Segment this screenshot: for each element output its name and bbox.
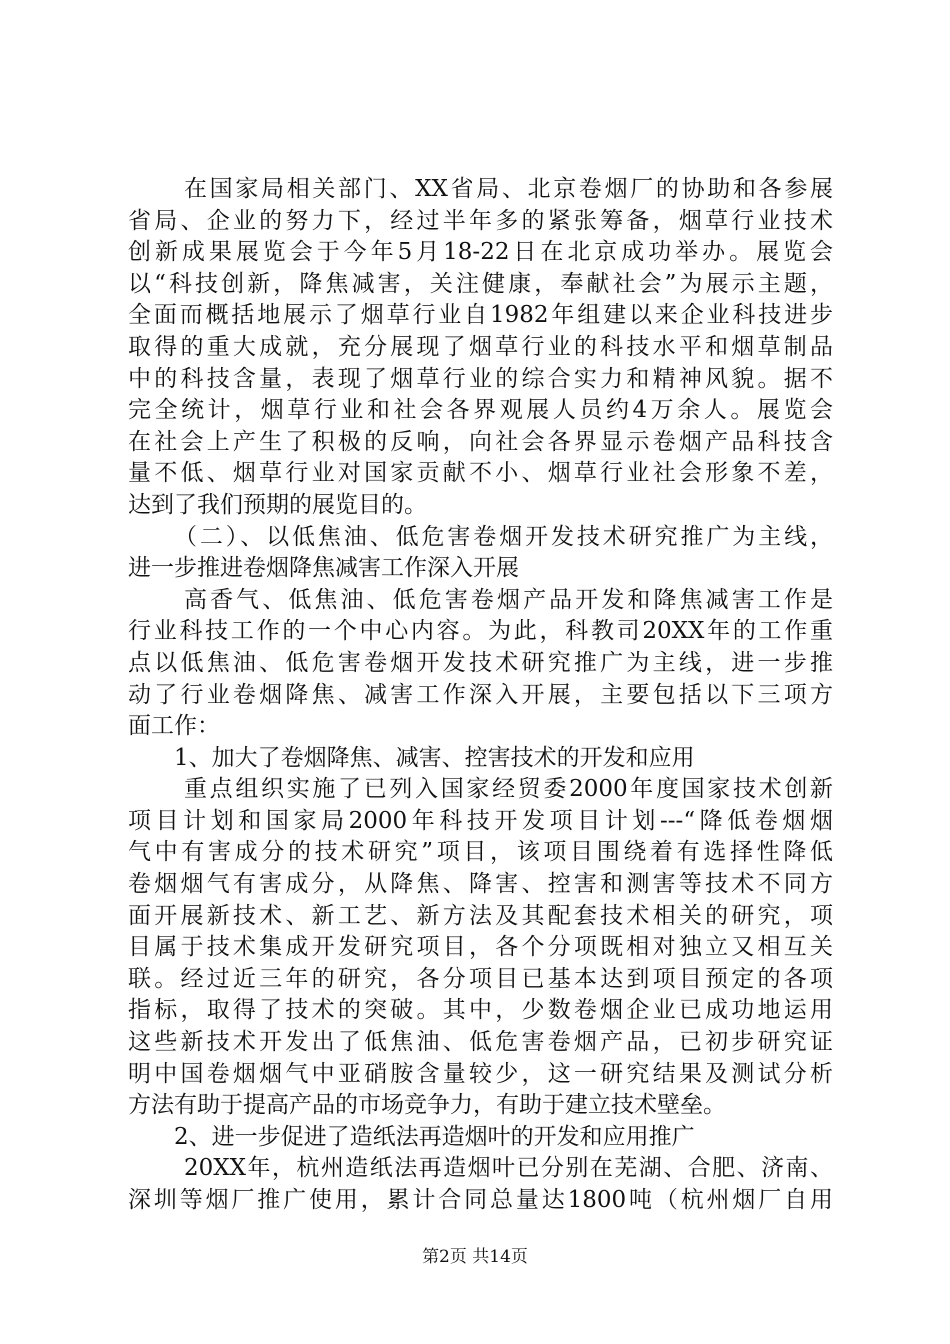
paragraph-3-line-4: 动了行业卷烟降焦、减害工作深入开展，主要包括以下三项方 bbox=[128, 681, 833, 708]
paragraph-1-line-9: 在社会上产生了积极的反响，向社会各界显示卷烟产品科技含 bbox=[128, 428, 833, 455]
paragraph-5-line-9: 这些新技术开发出了低焦油、低危害卷烟产品，已初步研究证 bbox=[128, 1029, 833, 1056]
paragraph-1-line-7: 中的科技含量，表现了烟草行业的综合实力和精神风貌。据不 bbox=[128, 365, 833, 392]
paragraph-3-line-5: 面工作： bbox=[128, 713, 220, 740]
paragraph-5-line-8: 指标，取得了技术的突破。其中，少数卷烟企业已成功地运用 bbox=[128, 997, 833, 1024]
paragraph-1-line-8: 完全统计，烟草行业和社会各界观展人员约4万余人。展览会 bbox=[128, 397, 833, 424]
paragraph-1-line-5: 全面而概括地展示了烟草行业自1982年组建以来企业科技进步 bbox=[128, 302, 833, 329]
document-body bbox=[128, 174, 833, 1217]
paragraph-5-line-3: 气中有害成分的技术研究”项目，该项目围绕着有选择性降低 bbox=[128, 839, 833, 866]
subheading-2: 2、进一步促进了造纸法再造烟叶的开发和应用推广 bbox=[174, 1123, 695, 1150]
paragraph-5-line-1: 重点组织实施了已列入国家经贸委2000年度国家技术创新 bbox=[184, 776, 833, 803]
paragraph-1-line-1: 在国家局相关部门、XX省局、北京卷烟厂的协助和各参展 bbox=[184, 176, 833, 202]
paragraph-5-line-4: 卷烟烟气有害成分，从降焦、降害、控害和测害等技术不同方 bbox=[128, 871, 833, 898]
paragraph-5-line-6: 目属于技术集成开发研究项目，各个分项既相对独立又相互关 bbox=[128, 934, 833, 961]
paragraph-7-line-2: 深圳等烟厂推广使用，累计合同总量达1800吨（杭州烟厂自用 bbox=[128, 1187, 833, 1213]
paragraph-3-line-1: 高香气、低焦油、低危害卷烟产品开发和降焦减害工作是 bbox=[184, 586, 833, 613]
paragraph-5-line-7: 联。经过近三年的研究，各分项目已基本达到项目预定的各项 bbox=[128, 965, 833, 992]
paragraph-3-line-3: 点以低焦油、低危害卷烟开发技术研究推广为主线，进一步推 bbox=[128, 649, 833, 676]
paragraph-7-line-1: 20XX年，杭州造纸法再造烟叶已分别在芜湖、合肥、济南、 bbox=[184, 1155, 833, 1182]
paragraph-1-line-2: 省局、企业的努力下，经过半年多的紧张筹备，烟草行业技术 bbox=[128, 207, 833, 234]
section-heading-line-2: 进一步推进卷烟降焦减害工作深入开展 bbox=[128, 555, 519, 582]
paragraph-1-line-4: 以“科技创新，降焦减害，关注健康，奉献社会”为展示主题， bbox=[128, 270, 833, 297]
paragraph-1-line-11: 达到了我们预期的展览目的。 bbox=[128, 491, 427, 518]
paragraph-1-line-6: 取得的重大成就，充分展现了烟草行业的科技水平和烟草制品 bbox=[128, 333, 833, 360]
page-number-footer: 第2页 共14页 bbox=[422, 1247, 528, 1267]
paragraph-5-line-11: 方法有助于提高产品的市场竞争力，有助于建立技术壁垒。 bbox=[128, 1092, 726, 1119]
paragraph-5-line-10: 明中国卷烟烟气中亚硝胺含量较少，这一研究结果及测试分析 bbox=[128, 1060, 833, 1087]
subheading-1: 1、加大了卷烟降焦、减害、控害技术的开发和应用 bbox=[174, 744, 695, 771]
section-heading-line-1: （二）、以低焦油、低危害卷烟开发技术研究推广为主线， bbox=[174, 523, 833, 550]
paragraph-5-line-5: 面开展新技术、新工艺、新方法及其配套技术相关的研究，项 bbox=[128, 902, 833, 929]
paragraph-1-line-3: 创新成果展览会于今年5月18-22日在北京成功举办。展览会 bbox=[128, 239, 833, 266]
paragraph-5-line-2: 项目计划和国家局2000年科技开发项目计划---“降低卷烟烟 bbox=[128, 807, 833, 834]
paragraph-1-line-10: 量不低、烟草行业对国家贡献不小、烟草行业社会形象不差， bbox=[128, 460, 833, 487]
paragraph-3-line-2: 行业科技工作的一个中心内容。为此，科教司20XX年的工作重 bbox=[128, 618, 833, 645]
